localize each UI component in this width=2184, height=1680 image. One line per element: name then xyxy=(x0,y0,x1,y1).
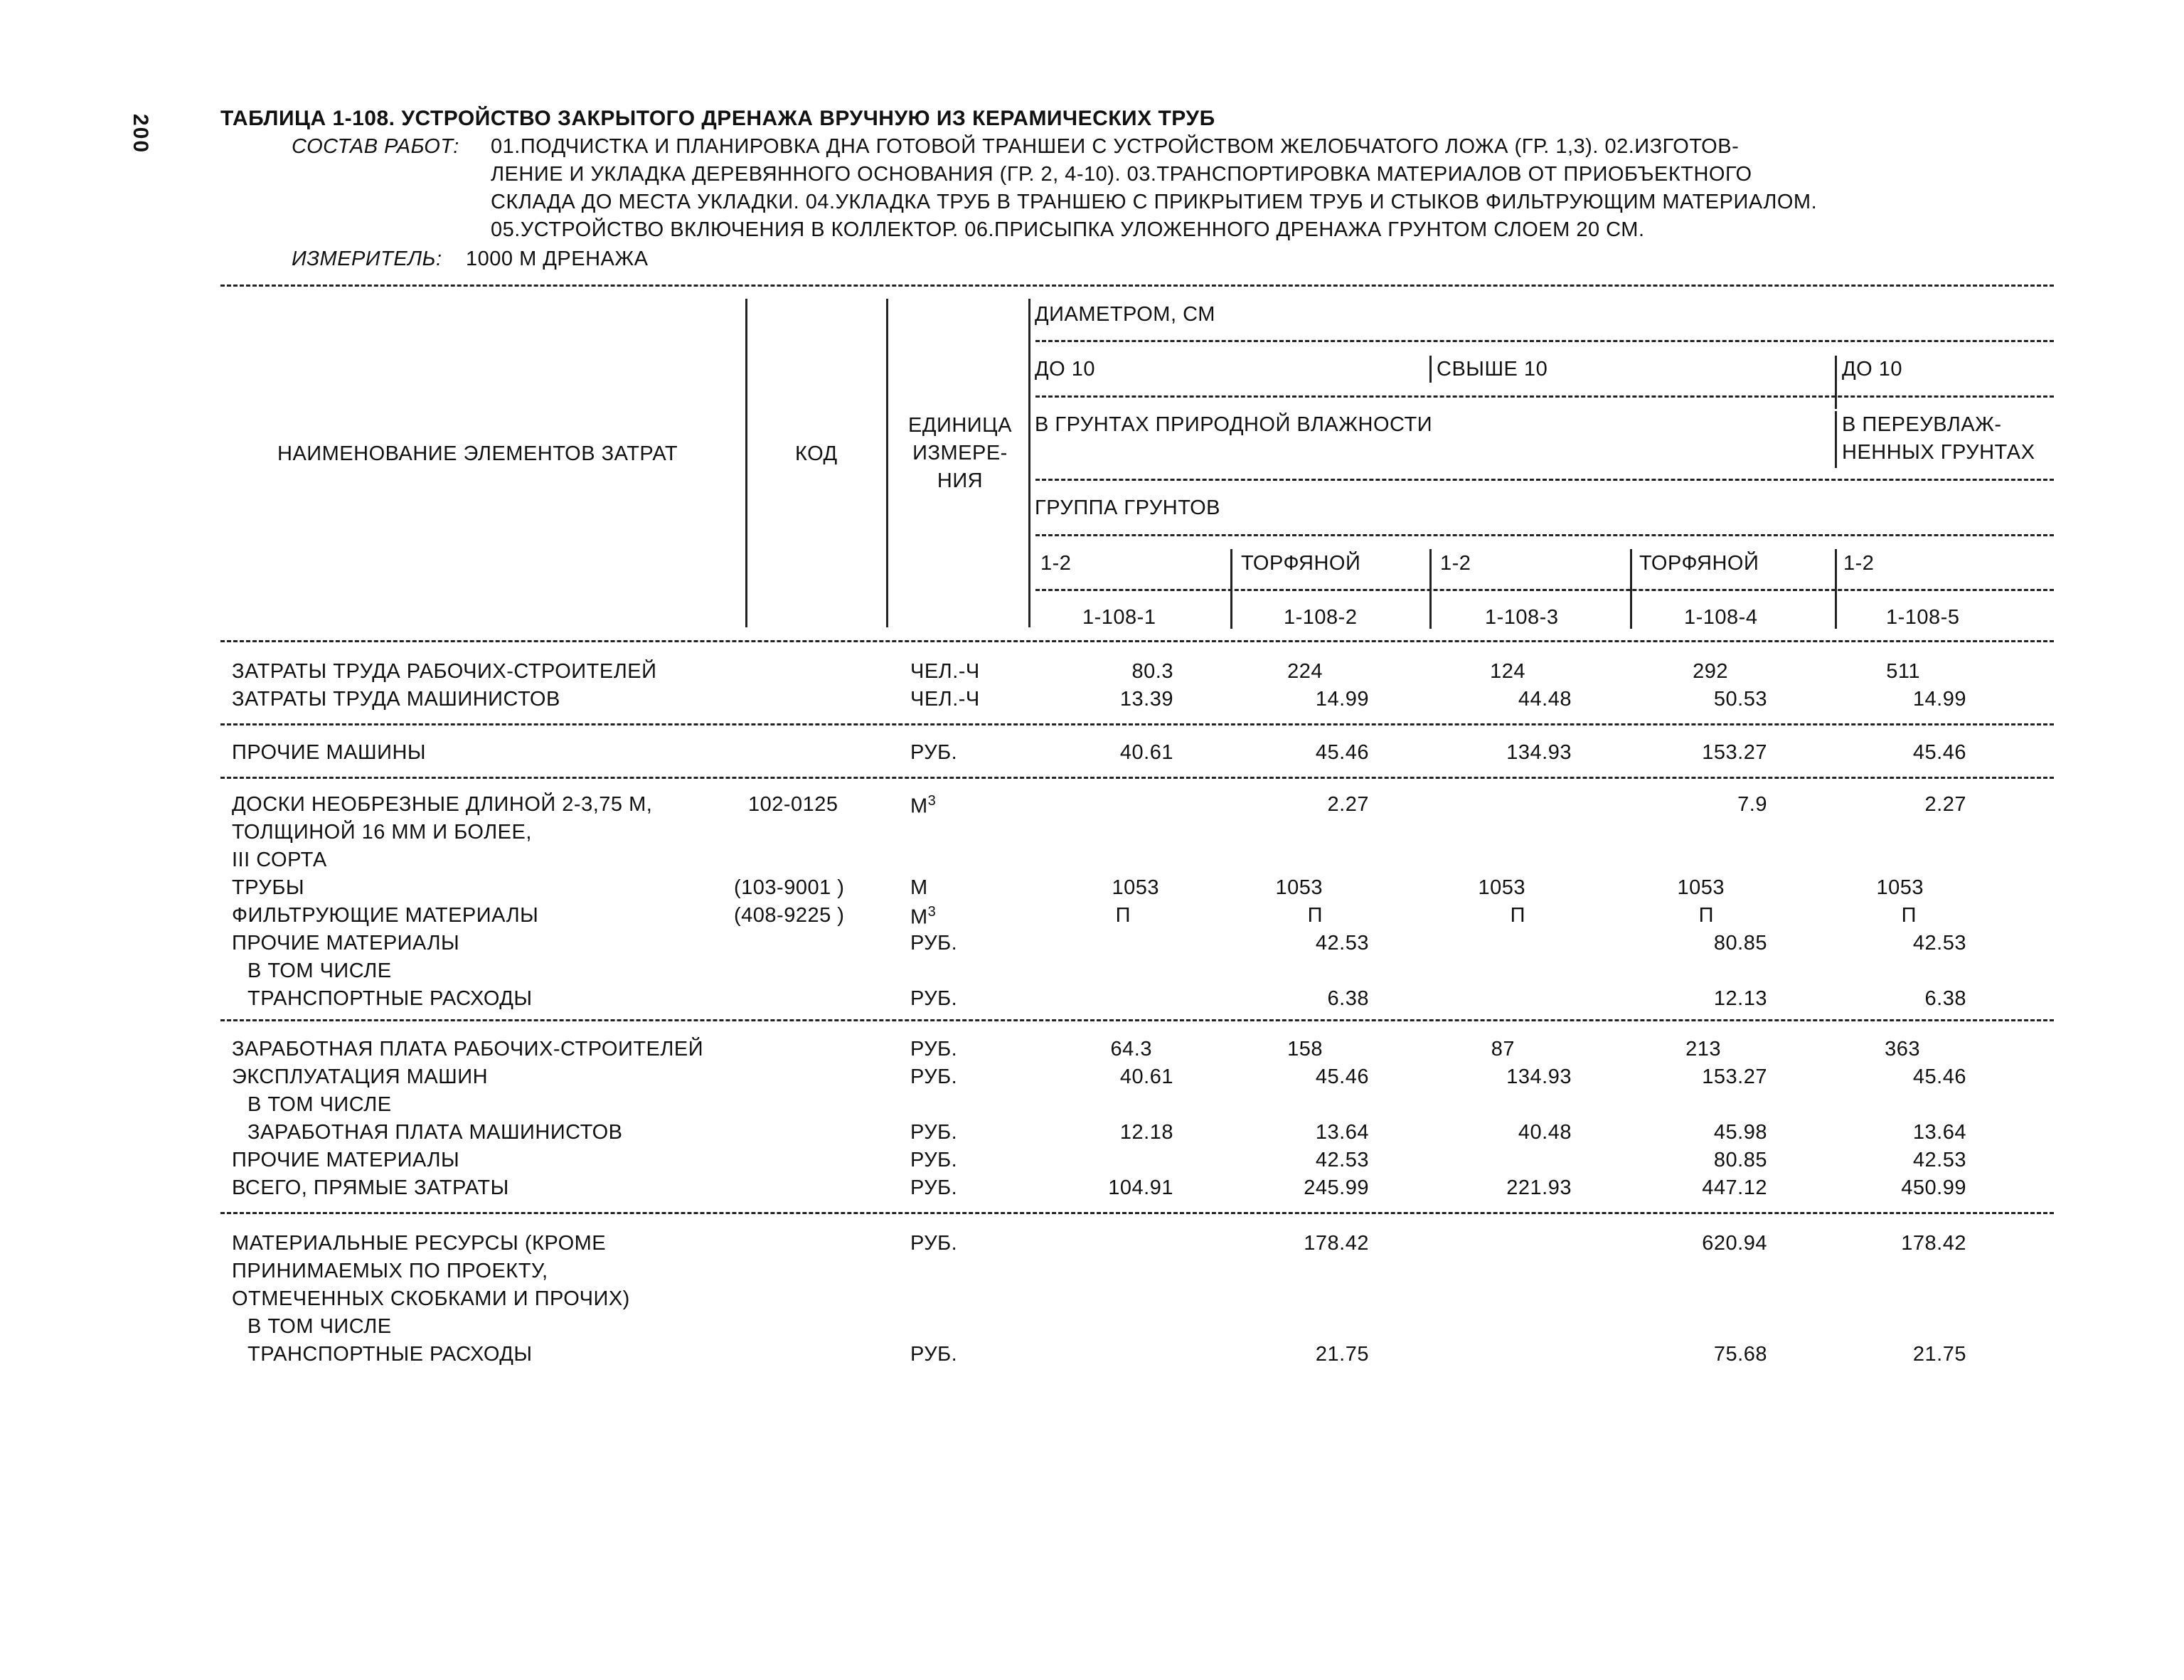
table-cell: 292 xyxy=(1693,660,1728,683)
row-unit-total-direct: РУБ. xyxy=(910,1176,958,1199)
table-cell: 245.99 xyxy=(1304,1176,1369,1199)
code-1-108-1: 1-108-1 xyxy=(1082,606,1156,629)
row-name-machine-operation: ЭКСПЛУАТАЦИЯ МАШИН xyxy=(232,1065,489,1088)
row-name-labor-workers: ЗАТРАТЫ ТРУДА РАБОЧИХ-СТРОИТЕЛЕЙ xyxy=(232,660,657,683)
composition-line-3: СКЛАДА ДО МЕСТА УКЛАДКИ. 04.УКЛАДКА ТРУБ В ТРАНШЕЮ С ПРИКРЫТИЕМ ТРУБ И СТЫКОВ ФИЛЬТРУЮЩИМ МАТЕРИАЛОМ. xyxy=(491,191,1818,213)
row-unit-labor-workers: ЧЕЛ.-Ч xyxy=(910,660,980,683)
table-cell: 7.9 xyxy=(1737,793,1767,816)
table-cell: 224 xyxy=(1287,660,1323,683)
row-code-boards: 102-0125 xyxy=(748,793,838,816)
vline-over10 xyxy=(1429,356,1432,383)
measure-value: 1000 М ДРЕНАЖА xyxy=(466,248,649,270)
row-unit-wages-machinists: РУБ. xyxy=(910,1121,958,1144)
table-cell: 2.27 xyxy=(1924,793,1966,816)
table-cell: 221.93 xyxy=(1506,1176,1572,1199)
table-cell: 42.53 xyxy=(1315,932,1369,955)
row-name-total-direct: ВСЕГО, ПРЯМЫЕ ЗАТРАТЫ xyxy=(232,1176,509,1199)
table-cell: 153.27 xyxy=(1702,1065,1767,1088)
table-cell: 1053 xyxy=(1876,876,1924,899)
table-cell: 124 xyxy=(1490,660,1525,683)
unit-col-header-3: НИЯ xyxy=(937,469,984,492)
table-cell: 42.53 xyxy=(1315,1149,1369,1171)
row-unit-labor-machinists: ЧЕЛ.-Ч xyxy=(910,688,980,711)
table-cell: 40.61 xyxy=(1119,1065,1173,1088)
table-cell: 13.64 xyxy=(1912,1121,1966,1144)
row-unit-boards: $М^3$ xyxy=(910,793,937,818)
natural-label: В ГРУНТАХ ПРИРОДНОЙ ВЛАЖНОСТИ xyxy=(1035,413,1433,436)
rule-header-bottom xyxy=(220,640,2054,642)
row-unit-other-materials: РУБ. xyxy=(910,932,958,955)
table-cell: 363 xyxy=(1885,1038,1920,1060)
soil-group-label: ГРУППА ГРУНТОВ xyxy=(1035,496,1221,519)
table-cell: 134.93 xyxy=(1506,1065,1572,1088)
row-name-transport-1: ТРАНСПОРТНЫЕ РАСХОДЫ xyxy=(247,987,533,1010)
table-cell: 45.46 xyxy=(1315,1065,1369,1088)
table-cell: 40.48 xyxy=(1518,1121,1572,1144)
group-4: ТОРФЯНОЙ xyxy=(1639,552,1759,575)
wet-label-1: В ПЕРЕУВЛАЖ- xyxy=(1842,413,2002,436)
vline-wet xyxy=(1835,411,1837,468)
measure-label: ИЗМЕРИТЕЛЬ: xyxy=(292,248,442,270)
row-name-including-2: В ТОМ ЧИСЛЕ xyxy=(247,1093,392,1116)
table-cell: 511 xyxy=(1886,660,1920,683)
group-3: 1-2 xyxy=(1440,552,1471,575)
row-unit-resources: РУБ. xyxy=(910,1232,958,1255)
wet-label-2: НЕННЫХ ГРУНТАХ xyxy=(1842,441,2035,464)
name-col-header: НАИМЕНОВАНИЕ ЭЛЕМЕНТОВ ЗАТРАТ xyxy=(277,442,678,465)
row-code-pipes: (103-9001 ) xyxy=(734,876,845,899)
rule-g2 xyxy=(220,777,2054,779)
table-cell: 21.75 xyxy=(1912,1343,1966,1366)
unit-col-header-1: ЕДИНИЦА xyxy=(908,414,1012,437)
row-unit-other-materials-2: РУБ. xyxy=(910,1149,958,1171)
table-cell: 1053 xyxy=(1275,876,1323,899)
table-cell: 447.12 xyxy=(1702,1176,1767,1199)
table-cell: 6.38 xyxy=(1924,987,1966,1010)
table-cell: 45.98 xyxy=(1713,1121,1767,1144)
table-cell: 50.53 xyxy=(1713,688,1767,711)
row-unit-wages-workers: РУБ. xyxy=(910,1038,958,1060)
table-cell: 1053 xyxy=(1112,876,1159,899)
diameter-label: ДИАМЕТРОМ, СМ xyxy=(1035,303,1215,326)
table-cell: П xyxy=(1115,904,1131,927)
table-cell: 40.61 xyxy=(1119,741,1173,764)
row-name-resources-1: МАТЕРИАЛЬНЫЕ РЕСУРСЫ (КРОМЕ xyxy=(232,1232,607,1255)
table-cell: 42.53 xyxy=(1912,1149,1966,1171)
group-1: 1-2 xyxy=(1040,552,1072,575)
vline-unit xyxy=(1028,299,1030,627)
table-cell: П xyxy=(1698,904,1714,927)
table-cell: 134.93 xyxy=(1506,741,1572,764)
table-cell: 620.94 xyxy=(1702,1232,1767,1255)
table-cell: 1053 xyxy=(1478,876,1525,899)
row-unit-filter: $М^3$ xyxy=(910,904,937,929)
table-cell: 45.46 xyxy=(1912,1065,1966,1088)
table-cell: 13.64 xyxy=(1315,1121,1369,1144)
table-cell: 45.46 xyxy=(1315,741,1369,764)
table-cell: 6.38 xyxy=(1327,987,1369,1010)
group-2: ТОРФЯНОЙ xyxy=(1241,552,1361,575)
table-cell: 80.85 xyxy=(1713,1149,1767,1171)
table-cell: 45.46 xyxy=(1912,741,1966,764)
composition-line-2: ЛЕНИЕ И УКЛАДКА ДЕРЕВЯННОГО ОСНОВАНИЯ (ГР. 2, 4-10). 03.ТРАНСПОРТИРОВКА МАТЕРИАЛОВ ОТ ПРИОБЪЕКТНОГО xyxy=(491,163,1752,186)
table-cell: П xyxy=(1307,904,1323,927)
row-code-filter: (408-9225 ) xyxy=(734,904,845,927)
table-cell: 12.18 xyxy=(1119,1121,1173,1144)
table-cell: 80.3 xyxy=(1131,660,1173,683)
table-cell: 1053 xyxy=(1677,876,1725,899)
row-unit-pipes: М xyxy=(910,876,928,899)
composition-line-4: 05.УСТРОЙСТВО ВКЛЮЧЕНИЯ В КОЛЛЕКТОР. 06.ПРИСЫПКА УЛОЖЕННОГО ДРЕНАЖА ГРУНТОМ СЛОЕМ 20 СМ. xyxy=(491,218,1645,241)
row-name-resources-2: ПРИНИМАЕМЫХ ПО ПРОЕКТУ, xyxy=(232,1260,548,1282)
rule-h3 xyxy=(1035,479,2054,481)
row-name-transport-2: ТРАНСПОРТНЫЕ РАСХОДЫ xyxy=(247,1343,533,1366)
composition-label: СОСТАВ РАБОТ: xyxy=(292,135,459,158)
row-name-labor-machinists: ЗАТРАТЫ ТРУДА МАШИНИСТОВ xyxy=(232,688,560,711)
composition-line-1: 01.ПОДЧИСТКА И ПЛАНИРОВКА ДНА ГОТОВОЙ ТРАНШЕИ С УСТРОЙСТВОМ ЖЕЛОБЧАТОГО ЛОЖА (ГР. 1,3). 02.ИЗГОТОВ- xyxy=(491,135,1740,158)
do10-a-label: ДО 10 xyxy=(1035,358,1096,381)
table-cell: 13.39 xyxy=(1119,688,1173,711)
row-name-other-materials: ПРОЧИЕ МАТЕРИАЛЫ xyxy=(232,932,460,955)
code-col-header: КОД xyxy=(795,442,838,465)
code-1-108-4: 1-108-4 xyxy=(1684,606,1758,629)
vline-do10b xyxy=(1835,356,1837,409)
row-name-resources-4: В ТОМ ЧИСЛЕ xyxy=(247,1315,392,1338)
rule-h2 xyxy=(1035,395,2054,398)
row-unit-other-machines: РУБ. xyxy=(910,741,958,764)
rule-top xyxy=(220,285,2054,287)
row-name-resources-3: ОТМЕЧЕННЫХ СКОБКАМИ И ПРОЧИХ) xyxy=(232,1287,630,1310)
rule-h5 xyxy=(1035,589,2054,591)
table-cell: 14.99 xyxy=(1912,688,1966,711)
row-name-other-materials-2: ПРОЧИЕ МАТЕРИАЛЫ xyxy=(232,1149,460,1171)
table-cell: 64.3 xyxy=(1110,1038,1152,1060)
row-unit-transport-1: РУБ. xyxy=(910,987,958,1010)
table-cell: 2.27 xyxy=(1327,793,1369,816)
row-name-other-machines: ПРОЧИЕ МАШИНЫ xyxy=(232,741,427,764)
row-name-boards-1: ДОСКИ НЕОБРЕЗНЫЕ ДЛИНОЙ 2-3,75 М, xyxy=(232,793,653,816)
table-cell: 14.99 xyxy=(1315,688,1369,711)
code-1-108-2: 1-108-2 xyxy=(1284,606,1358,629)
rule-h1 xyxy=(1035,340,2054,342)
row-name-boards-3: III СОРТА xyxy=(232,849,327,871)
table-cell: 87 xyxy=(1491,1038,1515,1060)
table-cell: 213 xyxy=(1685,1038,1721,1060)
table-cell: 21.75 xyxy=(1315,1343,1369,1366)
page-number: 200 xyxy=(129,114,152,154)
table-cell: 80.85 xyxy=(1713,932,1767,955)
rule-g4 xyxy=(220,1212,2054,1214)
over10-label: СВЫШЕ 10 xyxy=(1437,358,1548,381)
table-title: ТАБЛИЦА 1-108. УСТРОЙСТВО ЗАКРЫТОГО ДРЕНАЖА ВРУЧНУЮ ИЗ КЕРАМИЧЕСКИХ ТРУБ xyxy=(220,107,1215,130)
vline-code xyxy=(886,299,888,627)
table-cell: 450.99 xyxy=(1901,1176,1966,1199)
row-name-including-1: В ТОМ ЧИСЛЕ xyxy=(247,959,392,982)
row-name-wages-workers: ЗАРАБОТНАЯ ПЛАТА РАБОЧИХ-СТРОИТЕЛЕЙ xyxy=(232,1038,704,1060)
table-cell: 158 xyxy=(1287,1038,1323,1060)
rule-h4 xyxy=(1035,534,2054,536)
rule-g1 xyxy=(220,723,2054,725)
table-cell: 44.48 xyxy=(1518,688,1572,711)
row-unit-machine-operation: РУБ. xyxy=(910,1065,958,1088)
table-cell: 42.53 xyxy=(1912,932,1966,955)
row-name-pipes: ТРУБЫ xyxy=(232,876,305,899)
row-name-wages-machinists: ЗАРАБОТНАЯ ПЛАТА МАШИНИСТОВ xyxy=(247,1121,623,1144)
table-cell: П xyxy=(1510,904,1525,927)
table-cell: П xyxy=(1901,904,1917,927)
table-cell: 178.42 xyxy=(1304,1232,1369,1255)
table-cell: 75.68 xyxy=(1713,1343,1767,1366)
row-name-filter: ФИЛЬТРУЮЩИЕ МАТЕРИАЛЫ xyxy=(232,904,539,927)
table-cell: 12.13 xyxy=(1713,987,1767,1010)
rule-g3 xyxy=(220,1019,2054,1021)
do10-b-label: ДО 10 xyxy=(1842,358,1903,381)
vline-name xyxy=(745,299,747,627)
code-1-108-5: 1-108-5 xyxy=(1886,606,1960,629)
table-cell: 178.42 xyxy=(1901,1232,1966,1255)
table-cell: 104.91 xyxy=(1108,1176,1173,1199)
table-cell: 153.27 xyxy=(1702,741,1767,764)
row-name-boards-2: ТОЛЩИНОЙ 16 ММ И БОЛЕЕ, xyxy=(232,821,532,844)
code-1-108-3: 1-108-3 xyxy=(1485,606,1559,629)
unit-col-header-2: ИЗМЕРЕ- xyxy=(912,442,1008,464)
row-unit-transport-2: РУБ. xyxy=(910,1343,958,1366)
group-5: 1-2 xyxy=(1843,552,1875,575)
